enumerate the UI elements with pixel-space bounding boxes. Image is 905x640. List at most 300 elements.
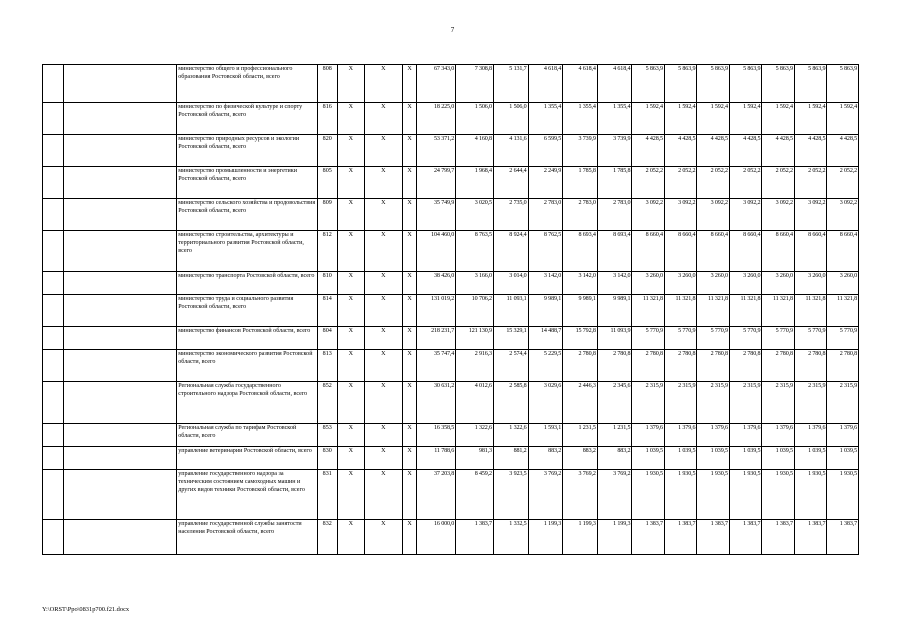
amount-cell: 2 585,8	[493, 382, 528, 424]
amount-cell: 8 660,4	[697, 231, 730, 272]
amount-cell: 2 315,9	[729, 382, 762, 424]
amount-cell: 4 618,4	[528, 65, 563, 103]
amount-cell: 4 428,5	[794, 135, 827, 167]
amount-cell: 2 780,8	[697, 350, 730, 382]
amount-cell: 4 618,4	[597, 65, 632, 103]
amount-cell: 2 780,8	[632, 350, 665, 382]
amount-cell: 1 355,4	[597, 103, 632, 135]
amount-cell: 5 863,9	[794, 65, 827, 103]
amount-cell: 3 739,9	[563, 135, 598, 167]
amount-cell: 5 863,9	[729, 65, 762, 103]
amount-cell: 2 783,0	[563, 199, 598, 231]
blank-cell	[63, 199, 176, 231]
amount-cell: 1 383,7	[729, 520, 762, 555]
amount-cell: 883,2	[597, 447, 632, 470]
amount-cell: 1 930,5	[697, 470, 730, 520]
amount-cell: 3 769,2	[597, 470, 632, 520]
x-mark: Х	[402, 382, 417, 424]
organization-name: министерство транспорта Ростовской области, всего	[177, 272, 318, 295]
amount-cell: 53 371,2	[417, 135, 456, 167]
amount-cell: 883,2	[563, 447, 598, 470]
table-row	[43, 470, 859, 520]
amount-cell: 3 014,0	[493, 272, 528, 295]
table-row	[43, 520, 859, 555]
amount-cell: 1 383,7	[632, 520, 665, 555]
amount-cell: 3 092,2	[697, 199, 730, 231]
amount-cell: 1 199,3	[528, 520, 563, 555]
amount-cell: 5 863,9	[632, 65, 665, 103]
amount-cell: 3 092,2	[762, 199, 795, 231]
organization-name: Региональная служба по тарифам Ростовской области, всего	[177, 424, 318, 447]
blank-cell	[43, 103, 64, 135]
amount-cell: 3 092,2	[729, 199, 762, 231]
amount-cell: 2 315,9	[762, 382, 795, 424]
amount-cell: 881,2	[493, 447, 528, 470]
amount-cell: 1 592,4	[827, 103, 859, 135]
amount-cell: 1 039,5	[664, 447, 697, 470]
amount-cell: 3 769,2	[563, 470, 598, 520]
amount-cell: 1 930,5	[827, 470, 859, 520]
department-code: 813	[317, 350, 337, 382]
organization-name: министерство экономического развития Ростовской области, всего	[177, 350, 318, 382]
blank-cell	[43, 382, 64, 424]
amount-cell: 38 426,0	[417, 272, 456, 295]
amount-cell: 11 321,8	[664, 295, 697, 327]
amount-cell: 3 739,9	[597, 135, 632, 167]
amount-cell: 2 574,4	[493, 350, 528, 382]
amount-cell: 2 916,3	[456, 350, 494, 382]
amount-cell: 8 660,4	[827, 231, 859, 272]
x-mark: Х	[402, 520, 417, 555]
amount-cell: 5 863,9	[664, 65, 697, 103]
amount-cell: 3 260,0	[827, 272, 859, 295]
blank-cell	[43, 295, 64, 327]
table-row	[43, 424, 859, 447]
amount-cell: 11 788,6	[417, 447, 456, 470]
amount-cell: 3 142,0	[528, 272, 563, 295]
blank-cell	[43, 272, 64, 295]
table-row	[43, 295, 859, 327]
amount-cell: 35 747,4	[417, 350, 456, 382]
organization-name: управление государственного надзора за техническим состоянием самоходных машин и других видов техники Ростовской области, всего	[177, 470, 318, 520]
amount-cell: 14 488,7	[528, 327, 563, 350]
blank-cell	[63, 272, 176, 295]
amount-cell: 1 332,5	[493, 520, 528, 555]
department-code: 832	[317, 520, 337, 555]
amount-cell: 2 315,9	[664, 382, 697, 424]
x-mark: Х	[364, 350, 402, 382]
blank-cell	[63, 424, 176, 447]
blank-cell	[63, 231, 176, 272]
blank-cell	[63, 327, 176, 350]
amount-cell: 1 383,7	[664, 520, 697, 555]
amount-cell: 1 930,5	[632, 470, 665, 520]
x-mark: Х	[337, 350, 364, 382]
department-code: 820	[317, 135, 337, 167]
amount-cell: 1 199,3	[563, 520, 598, 555]
amount-cell: 5 770,9	[729, 327, 762, 350]
amount-cell: 2 052,2	[827, 167, 859, 199]
amount-cell: 2 315,9	[632, 382, 665, 424]
amount-cell: 4 428,5	[632, 135, 665, 167]
x-mark: Х	[337, 272, 364, 295]
amount-cell: 2 052,2	[697, 167, 730, 199]
amount-cell: 2 644,4	[493, 167, 528, 199]
amount-cell: 16 000,0	[417, 520, 456, 555]
amount-cell: 2 052,2	[794, 167, 827, 199]
blank-cell	[43, 424, 64, 447]
x-mark: Х	[364, 382, 402, 424]
department-code: 831	[317, 470, 337, 520]
table-row	[43, 135, 859, 167]
amount-cell: 11 093,9	[597, 327, 632, 350]
amount-cell: 3 260,0	[664, 272, 697, 295]
x-mark: Х	[402, 470, 417, 520]
x-mark: Х	[402, 167, 417, 199]
x-mark: Х	[402, 199, 417, 231]
blank-cell	[63, 295, 176, 327]
amount-cell: 3 769,2	[528, 470, 563, 520]
amount-cell: 218 231,7	[417, 327, 456, 350]
amount-cell: 2 783,0	[528, 199, 563, 231]
amount-cell: 3 092,2	[827, 199, 859, 231]
amount-cell: 3 092,2	[664, 199, 697, 231]
amount-cell: 8 660,4	[664, 231, 697, 272]
amount-cell: 1 592,4	[664, 103, 697, 135]
amount-cell: 9 989,1	[528, 295, 563, 327]
amount-cell: 8 660,4	[729, 231, 762, 272]
x-mark: Х	[402, 231, 417, 272]
organization-name: министерство промышленности и энергетики Ростовской области, всего	[177, 167, 318, 199]
amount-cell: 5 770,9	[697, 327, 730, 350]
x-mark: Х	[402, 295, 417, 327]
amount-cell: 2 780,8	[827, 350, 859, 382]
amount-cell: 9 989,1	[597, 295, 632, 327]
amount-cell: 3 092,2	[794, 199, 827, 231]
amount-cell: 8 660,4	[632, 231, 665, 272]
amount-cell: 7 308,8	[456, 65, 494, 103]
amount-cell: 4 428,5	[762, 135, 795, 167]
amount-cell: 11 321,8	[729, 295, 762, 327]
x-mark: Х	[337, 135, 364, 167]
amount-cell: 5 229,5	[528, 350, 563, 382]
amount-cell: 1 383,7	[827, 520, 859, 555]
table-row	[43, 272, 859, 295]
footer-file-path: Y:\ORST\Ppo\0831p700.f21.docx	[42, 606, 130, 613]
amount-cell: 1 968,4	[456, 167, 494, 199]
amount-cell: 1 785,8	[597, 167, 632, 199]
blank-cell	[43, 447, 64, 470]
amount-cell: 1 506,0	[493, 103, 528, 135]
amount-cell: 3 260,0	[729, 272, 762, 295]
organization-name: управление ветеринарии Ростовской области, всего	[177, 447, 318, 470]
table-row	[43, 327, 859, 350]
x-mark: Х	[364, 295, 402, 327]
amount-cell: 11 321,8	[762, 295, 795, 327]
table-row	[43, 103, 859, 135]
amount-cell: 1 930,5	[729, 470, 762, 520]
amount-cell: 2 735,0	[493, 199, 528, 231]
blank-cell	[43, 327, 64, 350]
amount-cell: 2 780,8	[794, 350, 827, 382]
amount-cell: 4 160,8	[456, 135, 494, 167]
department-code: 805	[317, 167, 337, 199]
amount-cell: 3 142,0	[597, 272, 632, 295]
x-mark: Х	[337, 382, 364, 424]
amount-cell: 9 989,1	[563, 295, 598, 327]
organization-name: министерство общего и профессионального образования Ростовской области, всего	[177, 65, 318, 103]
amount-cell: 35 749,9	[417, 199, 456, 231]
blank-cell	[43, 520, 64, 555]
amount-cell: 1 322,6	[456, 424, 494, 447]
amount-cell: 4 428,5	[729, 135, 762, 167]
amount-cell: 121 130,9	[456, 327, 494, 350]
organization-name: министерство финансов Ростовской области, всего	[177, 327, 318, 350]
x-mark: Х	[337, 199, 364, 231]
amount-cell: 1 039,5	[697, 447, 730, 470]
amount-cell: 18 225,0	[417, 103, 456, 135]
amount-cell: 2 315,9	[697, 382, 730, 424]
amount-cell: 3 029,6	[528, 382, 563, 424]
amount-cell: 1 322,6	[493, 424, 528, 447]
amount-cell: 11 321,8	[632, 295, 665, 327]
amount-cell: 1 039,5	[827, 447, 859, 470]
amount-cell: 5 770,9	[632, 327, 665, 350]
amount-cell: 2 780,8	[762, 350, 795, 382]
amount-cell: 2 249,9	[528, 167, 563, 199]
department-code: 830	[317, 447, 337, 470]
amount-cell: 15 792,8	[563, 327, 598, 350]
amount-cell: 3 142,0	[563, 272, 598, 295]
amount-cell: 15 329,1	[493, 327, 528, 350]
amount-cell: 3 260,0	[697, 272, 730, 295]
amount-cell: 131 019,2	[417, 295, 456, 327]
amount-cell: 1 592,4	[632, 103, 665, 135]
x-mark: Х	[364, 167, 402, 199]
amount-cell: 2 780,8	[729, 350, 762, 382]
amount-cell: 2 315,9	[827, 382, 859, 424]
amount-cell: 8 693,4	[563, 231, 598, 272]
organization-name: министерство труда и социального развития Ростовской области, всего	[177, 295, 318, 327]
x-mark: Х	[402, 272, 417, 295]
department-code: 852	[317, 382, 337, 424]
amount-cell: 37 203,8	[417, 470, 456, 520]
x-mark: Х	[364, 135, 402, 167]
amount-cell: 1 785,8	[563, 167, 598, 199]
x-mark: Х	[364, 231, 402, 272]
amount-cell: 3 923,5	[493, 470, 528, 520]
amount-cell: 8 693,4	[597, 231, 632, 272]
x-mark: Х	[364, 327, 402, 350]
x-mark: Х	[402, 65, 417, 103]
amount-cell: 2 052,2	[729, 167, 762, 199]
blank-cell	[63, 520, 176, 555]
amount-cell: 2 345,6	[597, 382, 632, 424]
blank-cell	[63, 447, 176, 470]
amount-cell: 8 660,4	[794, 231, 827, 272]
x-mark: Х	[337, 231, 364, 272]
blank-cell	[63, 470, 176, 520]
amount-cell: 5 863,9	[697, 65, 730, 103]
x-mark: Х	[337, 447, 364, 470]
amount-cell: 8 762,5	[528, 231, 563, 272]
blank-cell	[43, 199, 64, 231]
amount-cell: 5 770,9	[827, 327, 859, 350]
x-mark: Х	[337, 424, 364, 447]
blank-cell	[63, 382, 176, 424]
x-mark: Х	[364, 272, 402, 295]
x-mark: Х	[364, 65, 402, 103]
amount-cell: 1 355,4	[563, 103, 598, 135]
table-row	[43, 447, 859, 470]
amount-cell: 1 379,6	[827, 424, 859, 447]
amount-cell: 1 383,7	[762, 520, 795, 555]
amount-cell: 2 446,3	[563, 382, 598, 424]
amount-cell: 24 799,7	[417, 167, 456, 199]
amount-cell: 1 199,3	[597, 520, 632, 555]
organization-name: Региональная служба государственного строительного надзора Ростовской области, всего	[177, 382, 318, 424]
amount-cell: 4 012,6	[456, 382, 494, 424]
amount-cell: 1 379,6	[697, 424, 730, 447]
department-code: 816	[317, 103, 337, 135]
blank-cell	[63, 135, 176, 167]
amount-cell: 11 093,1	[493, 295, 528, 327]
amount-cell: 4 428,5	[664, 135, 697, 167]
amount-cell: 3 260,0	[632, 272, 665, 295]
blank-cell	[43, 135, 64, 167]
x-mark: Х	[337, 103, 364, 135]
amount-cell: 1 593,1	[528, 424, 563, 447]
blank-cell	[63, 103, 176, 135]
department-code: 810	[317, 272, 337, 295]
amount-cell: 8 459,2	[456, 470, 494, 520]
amount-cell: 3 166,0	[456, 272, 494, 295]
amount-cell: 2 780,8	[664, 350, 697, 382]
amount-cell: 1 506,0	[456, 103, 494, 135]
amount-cell: 1 930,5	[794, 470, 827, 520]
amount-cell: 5 770,9	[794, 327, 827, 350]
amount-cell: 4 428,5	[827, 135, 859, 167]
blank-cell	[63, 350, 176, 382]
department-code: 812	[317, 231, 337, 272]
amount-cell: 1 592,4	[762, 103, 795, 135]
amount-cell: 67 343,0	[417, 65, 456, 103]
department-code: 809	[317, 199, 337, 231]
amount-cell: 3 260,0	[794, 272, 827, 295]
amount-cell: 5 770,9	[664, 327, 697, 350]
amount-cell: 1 592,4	[729, 103, 762, 135]
amount-cell: 11 321,8	[827, 295, 859, 327]
organization-name: министерство по физической культуре и спорту Ростовской области, всего	[177, 103, 318, 135]
amount-cell: 2 052,2	[762, 167, 795, 199]
amount-cell: 1 039,5	[794, 447, 827, 470]
blank-cell	[43, 231, 64, 272]
amount-cell: 5 863,9	[762, 65, 795, 103]
amount-cell: 30 631,2	[417, 382, 456, 424]
table-row	[43, 350, 859, 382]
amount-cell: 1 930,5	[664, 470, 697, 520]
x-mark: Х	[402, 135, 417, 167]
department-code: 808	[317, 65, 337, 103]
x-mark: Х	[337, 295, 364, 327]
amount-cell: 4 131,6	[493, 135, 528, 167]
table-row	[43, 199, 859, 231]
amount-cell: 1 592,4	[794, 103, 827, 135]
amount-cell: 2 052,2	[632, 167, 665, 199]
x-mark: Х	[364, 199, 402, 231]
amount-cell: 2 315,9	[794, 382, 827, 424]
table-row	[43, 167, 859, 199]
department-code: 814	[317, 295, 337, 327]
amount-cell: 4 428,5	[697, 135, 730, 167]
blank-cell	[43, 65, 64, 103]
x-mark: Х	[364, 520, 402, 555]
amount-cell: 1 039,5	[729, 447, 762, 470]
amount-cell: 3 020,5	[456, 199, 494, 231]
blank-cell	[43, 167, 64, 199]
x-mark: Х	[337, 520, 364, 555]
page-number: 7	[450, 26, 455, 34]
amount-cell: 2 783,0	[597, 199, 632, 231]
x-mark: Х	[364, 103, 402, 135]
amount-cell: 8 763,5	[456, 231, 494, 272]
amount-cell: 1 592,4	[697, 103, 730, 135]
x-mark: Х	[364, 424, 402, 447]
amount-cell: 1 355,4	[528, 103, 563, 135]
organization-name: министерство сельского хозяйства и продовольствия Ростовской области, всего	[177, 199, 318, 231]
x-mark: Х	[337, 470, 364, 520]
amount-cell: 2 780,8	[563, 350, 598, 382]
x-mark: Х	[364, 447, 402, 470]
organization-name: министерство строительства, архитектуры и территориального развития Ростовской области, всего	[177, 231, 318, 272]
amount-cell: 11 321,8	[794, 295, 827, 327]
x-mark: Х	[402, 103, 417, 135]
x-mark: Х	[337, 65, 364, 103]
x-mark: Х	[402, 447, 417, 470]
organization-name: министерство природных ресурсов и экологии Ростовской области, всего	[177, 135, 318, 167]
blank-cell	[43, 470, 64, 520]
amount-cell: 5 770,9	[762, 327, 795, 350]
x-mark: Х	[364, 470, 402, 520]
amount-cell: 883,2	[528, 447, 563, 470]
amount-cell: 11 321,8	[697, 295, 730, 327]
table-row	[43, 65, 859, 103]
x-mark: Х	[402, 327, 417, 350]
blank-cell	[63, 65, 176, 103]
budget-table	[42, 64, 859, 555]
x-mark: Х	[337, 327, 364, 350]
amount-cell: 2 780,8	[597, 350, 632, 382]
amount-cell: 1 379,6	[664, 424, 697, 447]
organization-name: управление государственной службы занятости населения Ростовской области, всего	[177, 520, 318, 555]
amount-cell: 1 383,7	[456, 520, 494, 555]
blank-cell	[63, 167, 176, 199]
amount-cell: 6 599,5	[528, 135, 563, 167]
amount-cell: 104 460,0	[417, 231, 456, 272]
x-mark: Х	[337, 167, 364, 199]
amount-cell: 1 930,5	[762, 470, 795, 520]
amount-cell: 8 924,4	[493, 231, 528, 272]
amount-cell: 1 379,6	[794, 424, 827, 447]
amount-cell: 1 039,5	[762, 447, 795, 470]
table-row	[43, 382, 859, 424]
table-body	[43, 65, 859, 555]
amount-cell: 1 231,5	[597, 424, 632, 447]
x-mark: Х	[402, 350, 417, 382]
amount-cell: 10 706,2	[456, 295, 494, 327]
amount-cell: 16 358,5	[417, 424, 456, 447]
blank-cell	[43, 350, 64, 382]
